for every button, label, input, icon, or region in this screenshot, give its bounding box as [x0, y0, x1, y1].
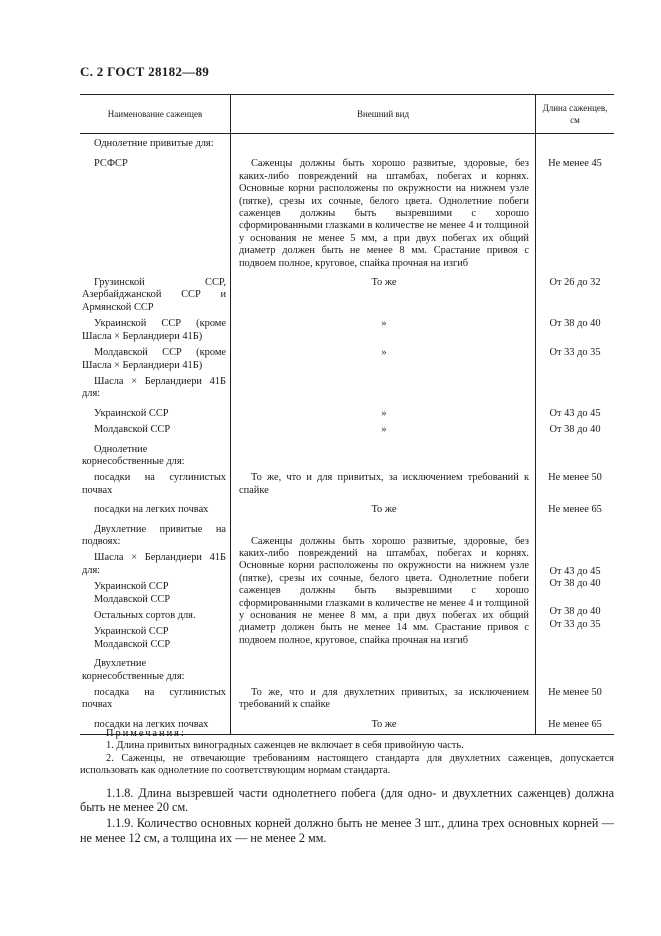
table-row: [80, 153, 614, 273]
row-length: От 38 до 40: [549, 577, 601, 589]
row-name: РСФСР: [94, 158, 128, 170]
row-name: посадки на легких почвах: [80, 715, 231, 735]
note-item: 2. Саженцы, не отвечающие требованиям настоящего стандарта для двухлетних саженцев, допускается использовать как однолетние по соответствующим нормам стандарта.: [80, 752, 614, 777]
rsfsr-view-text: Саженцы должны быть хорошо развитые, здоровые, без каких-либо повреждений на штамбах, побегах и корнях. Основные корни расположены по окружности на нижнем узле (пятке), срезы их сочные, белого цвета. Однолетние побеги саженцев должны быть вызревшими с хорошо сформированными глазками в количестве не менее 4 и толщиной у основания не менее 5 мм, а при двух побегах их общий диаметр должен быть не менее 8 мм. Срастание привоя с подвоем полное, круговое, спайка прочная на изгиб: [231, 153, 536, 273]
row-length: Не менее 50: [548, 472, 602, 484]
row-view: »: [231, 346, 536, 375]
table-row: [80, 273, 614, 317]
row-length: От 33 до 35: [549, 618, 601, 630]
notes-section: [80, 728, 614, 778]
row-view: То же: [231, 500, 536, 519]
row-length: От 38 до 40: [549, 606, 601, 618]
row-name: Грузинской ССР, Азербайджанской ССР и Армянской ССР: [82, 277, 226, 313]
row-name: Украинской ССР: [94, 626, 169, 638]
table-row: [80, 686, 614, 715]
paragraph-1-1-8: 1.1.8. Длина вызревшей части однолетнего побега (для одно- и двухлетних саженцев) должна быть не менее 20 см.: [80, 786, 614, 815]
table-row: [80, 500, 614, 519]
note-item: 1. Длина привитых виноградных саженцев не включает в себя привойную часть.: [106, 740, 464, 752]
row-length: Не менее 65: [548, 504, 602, 516]
row-length: Не менее 45: [548, 158, 602, 170]
row-name: посадка на суглинистых почвах: [82, 687, 226, 711]
body-text: [80, 786, 614, 847]
table-row: [80, 654, 614, 686]
row-length: От 43 до 45: [549, 565, 601, 577]
row-name: Шасла × Берландиери 41Б для:: [82, 375, 226, 400]
table-row: [80, 423, 614, 439]
row-name: Украинской ССР (кроме Шасла × Берландиери 41Б): [82, 318, 226, 342]
column-header-length: Длина саженцев, см: [536, 95, 615, 134]
row-name: Двухлетние привитые на подвоях:: [82, 523, 226, 547]
page-header: С. 2 ГОСТ 28182—89: [80, 64, 210, 79]
row-length: Не менее 65: [536, 715, 615, 735]
column-header-name: Наименование саженцев: [80, 95, 231, 134]
table-row: [80, 471, 614, 500]
table-header-row: [80, 95, 614, 134]
row-view: »: [231, 317, 536, 346]
row-name: посадки на суглинистых почвах: [82, 472, 226, 496]
table-row: [80, 404, 614, 423]
table-row: [80, 317, 614, 346]
notes-title: Примечания:: [106, 728, 186, 739]
table-row: [80, 440, 614, 472]
seedlings-table: [80, 94, 614, 735]
row-length: От 38 до 40: [549, 318, 601, 330]
row-view: То же, что и для двухлетних привитых, за исключением требований к спайке: [231, 686, 536, 715]
row-name: Однолетние привитые для:: [94, 138, 214, 149]
row-name: Двухлетние корнесобственные для:: [82, 658, 185, 682]
row-name: Молдавской ССР: [94, 593, 171, 605]
row-view: То же: [231, 273, 536, 317]
row-view: »: [231, 404, 536, 423]
row-length: От 38 до 40: [549, 424, 601, 436]
row-view: »: [231, 423, 536, 439]
twoyear-view-text: Саженцы должны быть хорошо развитые, здоровые, без каких-либо повреждений на штамбах, побегах и корнях. Основные корни расположены по окружности на нижнем узле (пятке), срезы их сочные, белого цвета. Однолетние побеги саженцев должны быть вызревшими с хорошо сформированными глазками в количестве не менее 4 и толщиной у основания не менее 8 мм, а при двух побегах их общий диаметр должен быть не менее 14 мм. Срастание привоя с подвоем полное, круговое, спайка прочная на изгиб: [231, 520, 536, 655]
row-length: От 43 до 45: [549, 407, 601, 419]
table-row: [80, 375, 614, 404]
row-view: То же: [231, 715, 536, 735]
row-name: Шасла × Берландиери 41Б для:: [82, 552, 226, 576]
row-name: Молдавской ССР: [94, 638, 171, 650]
row-length: От 33 до 35: [549, 347, 601, 359]
row-name: Украинской ССР: [94, 407, 169, 419]
table-row: [80, 134, 614, 154]
paragraph-1-1-9: 1.1.9. Количество основных корней должно быть не менее 3 шт., длина трех основных корней — не менее 12 см, а толщина их — не менее 2 мм.: [80, 816, 614, 845]
table-row: [80, 520, 614, 655]
row-name: Украинской ССР: [94, 581, 169, 593]
row-name: Молдавской ССР: [94, 424, 171, 436]
row-length: От 26 до 32: [549, 277, 601, 289]
row-length: Не менее 50: [548, 687, 602, 699]
row-name: Молдавской ССР (кроме Шасла × Берландиери 41Б): [82, 347, 226, 371]
row-view: То же, что и для привитых, за исключением требований к спайке: [231, 471, 536, 500]
column-header-view: Внешний вид: [231, 95, 536, 134]
table-row: [80, 346, 614, 375]
row-name: Однолетние корнесобственные для:: [82, 443, 185, 467]
row-name: Остальных сортов для.: [94, 610, 196, 621]
row-name: посадки на легких почвах: [94, 504, 209, 516]
